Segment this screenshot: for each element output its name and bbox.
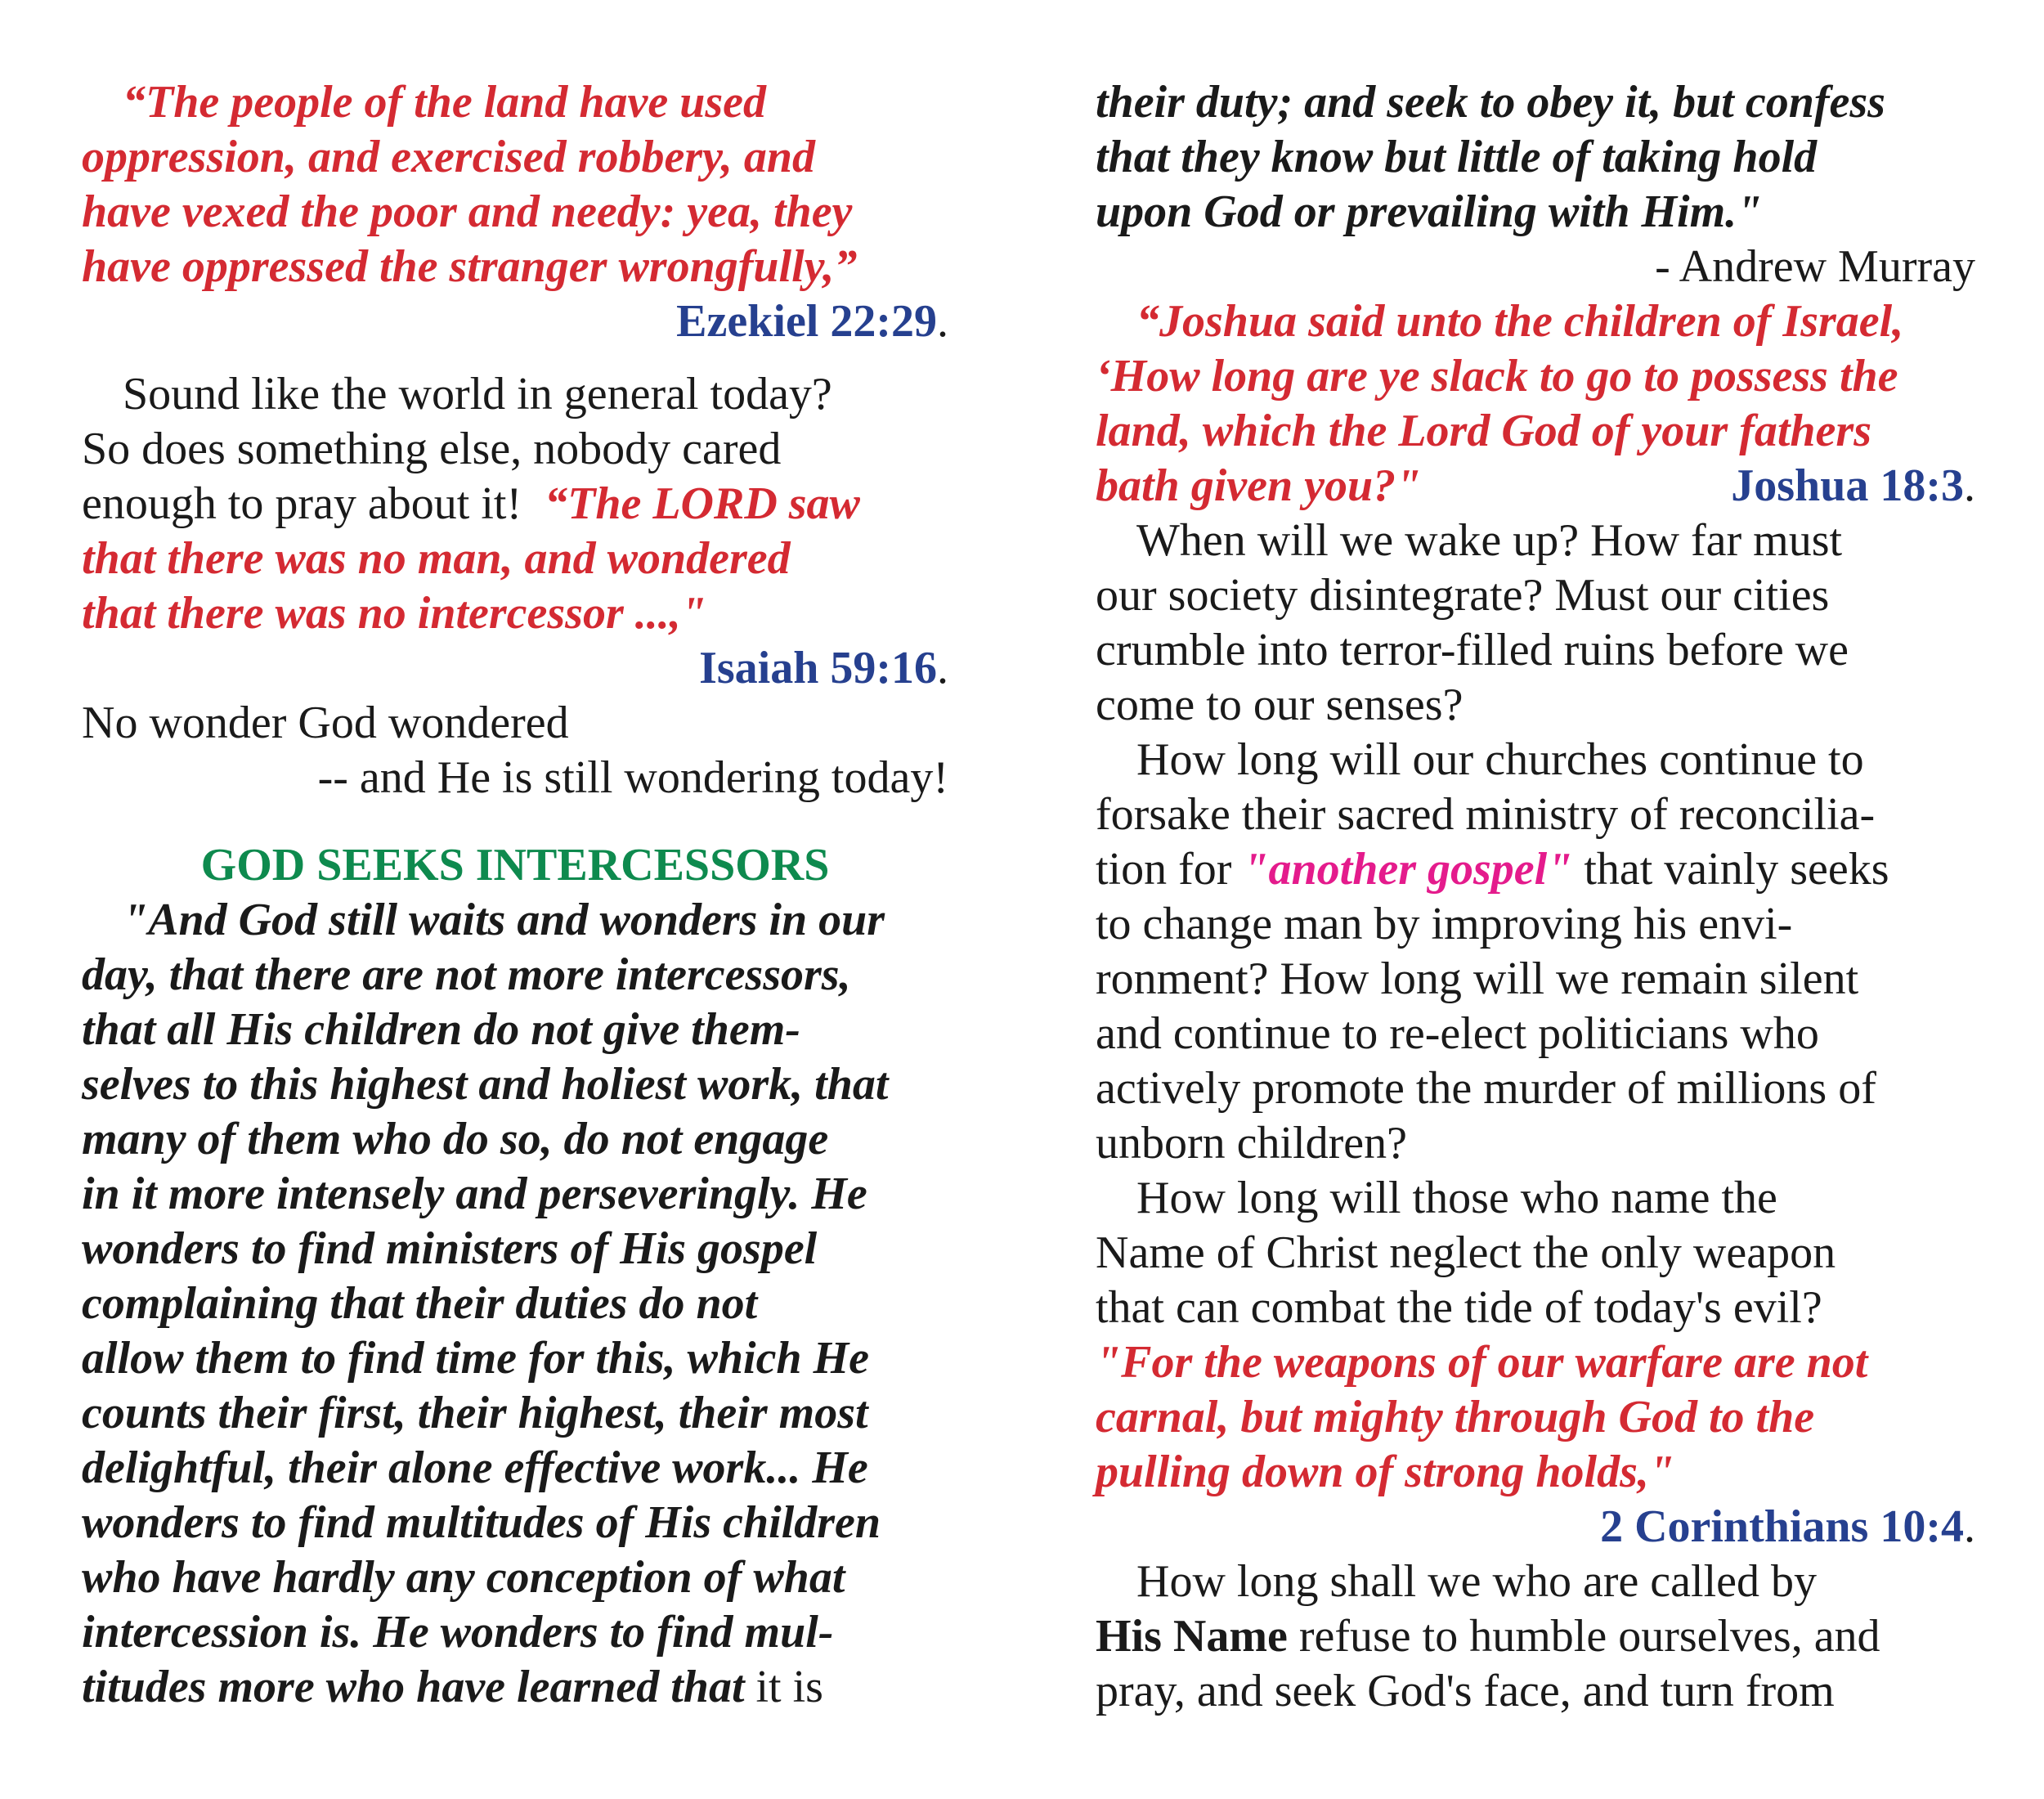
text-line: -- and He is still wondering today!: [317, 752, 948, 803]
quote-line: “Joshua said unto the children of Israel,: [1136, 296, 1904, 347]
right-column: [1096, 75, 1975, 1719]
text-line: crumble into terror-filled ruins before we: [1096, 625, 1849, 675]
paragraph-sound: [82, 367, 948, 641]
attribution: - Andrew Murray: [1655, 241, 1975, 292]
section-heading: GOD SEEKS INTERCESSORS: [200, 840, 830, 891]
text-line: ronment? How long will we remain silent: [1096, 953, 1859, 1004]
text-line: [1096, 842, 1975, 897]
text-line: come to our senses?: [1096, 680, 1464, 730]
paragraph-weapon: [1096, 1171, 1975, 1335]
paragraph-last: [1096, 1554, 1975, 1719]
his-name-emphasis: His Name: [1096, 1611, 1288, 1662]
text-line: [1096, 1609, 1975, 1664]
text-fragment: it is: [755, 1662, 823, 1712]
quote-line: carnal, but mighty through God to the: [1096, 1392, 1815, 1442]
quote-line: have oppressed the stranger wrongfully,”: [82, 241, 858, 292]
right-page: [1022, 0, 2044, 1799]
text-line: and continue to re-elect politicians who: [1096, 1008, 1819, 1059]
ezekiel-quote: [82, 75, 948, 294]
text-line: forsake their sacred ministry of reconcilia-: [1096, 789, 1876, 840]
quote-line: [1096, 459, 1975, 514]
text-line: unborn children?: [1096, 1118, 1407, 1169]
text-line: to change man by improving his envi-: [1096, 899, 1793, 949]
quote-line: that there was no man, and wondered: [82, 533, 791, 584]
text-line: that can combat the tide of today's evil?: [1096, 1282, 1822, 1333]
quote-line: wonders to find ministers of His gospel: [82, 1223, 818, 1274]
text-line: [82, 477, 948, 532]
corinthians-quote: [1096, 1335, 1975, 1500]
scripture-reference: 2 Corinthians 10:4.: [1600, 1501, 1975, 1552]
text-line: So does something else, nobody cared: [82, 424, 782, 474]
reference-text: 2 Corinthians 10:4: [1600, 1501, 1964, 1552]
isaiah-quote-start: “The LORD saw: [545, 478, 860, 529]
left-column: [82, 75, 948, 1715]
quote-line: who have hardly any conception of what: [82, 1552, 845, 1603]
text-line: When will we wake up? How far must: [1136, 515, 1843, 566]
quote-line: in it more intensely and perseveringly. He: [82, 1169, 867, 1219]
quote-line: that all His children do not give them-: [82, 1004, 800, 1055]
quote-line: ‘How long are ye slack to go to possess the: [1096, 351, 1898, 402]
text-line: actively promote the murder of millions of: [1096, 1063, 1876, 1114]
quote-line: day, that there are not more intercessors,: [82, 949, 851, 1000]
quote-line: that they know but little of taking hold: [1096, 132, 1818, 182]
quote-line: counts their first, their highest, their most: [82, 1388, 868, 1438]
text-line: Name of Christ neglect the only weapon: [1096, 1227, 1836, 1278]
text-line: How long will our churches continue to: [1136, 734, 1864, 785]
another-gospel-emphasis: "another gospel": [1243, 844, 1573, 895]
joshua-quote: [1096, 294, 1975, 514]
text-line: pray, and seek God's face, and turn from: [1096, 1666, 1835, 1716]
reference-text: Isaiah 59:16: [699, 643, 937, 693]
text-fragment: titudes more who have learned that: [82, 1662, 745, 1712]
text-line: How long will those who name the: [1136, 1173, 1777, 1223]
quote-line: complaining that their duties do not: [82, 1278, 758, 1329]
text-line: How long shall we who are called by: [1136, 1556, 1817, 1607]
text-fragment: that vainly seeks: [1584, 844, 1889, 895]
quote-line: wonders to find multitudes of His children: [82, 1497, 881, 1548]
murray-quote: [82, 893, 948, 1715]
quote-line: have vexed the poor and needy: yea, they: [82, 186, 853, 237]
quote-line: pulling down of strong holds,": [1096, 1447, 1674, 1497]
text-fragment: refuse to humble ourselves, and: [1298, 1611, 1880, 1662]
text-fragment: enough to pray about it!: [82, 478, 522, 529]
quote-line: “The people of the land have used: [123, 77, 767, 128]
quote-line: many of them who do so, do not engage: [82, 1114, 829, 1164]
quote-line: that there was no intercessor ...,": [82, 588, 706, 639]
text-line: No wonder God wondered: [82, 698, 569, 748]
text-fragment: bath given you?": [1096, 460, 1422, 511]
quote-line: "And God still waits and wonders in our: [123, 895, 885, 945]
quote-line: oppression, and exercised robbery, and: [82, 132, 816, 182]
paragraph-wake: [1096, 514, 1975, 733]
quote-line: intercession is. He wonders to find mul-: [82, 1607, 834, 1658]
quote-line: allow them to find time for this, which He: [82, 1333, 869, 1384]
quote-line: [82, 1660, 948, 1715]
quote-line: upon God or prevailing with Him.": [1096, 186, 1763, 237]
text-fragment: tion for: [1096, 844, 1232, 895]
text-line: our society disintegrate? Must our cities: [1096, 570, 1830, 621]
reference-text: Joshua 18:3: [1731, 460, 1964, 511]
reference-text: Ezekiel 22:29: [676, 296, 937, 347]
scripture-reference: Joshua 18:3.: [1731, 460, 1975, 511]
scripture-reference: Isaiah 59:16.: [699, 643, 948, 693]
quote-line: "For the weapons of our warfare are not: [1096, 1337, 1868, 1388]
text-line: Sound like the world in general today?: [123, 369, 832, 419]
spacer: [82, 349, 948, 367]
quote-line: selves to this highest and holiest work, that: [82, 1059, 889, 1110]
murray-quote-continued: [1096, 75, 1975, 240]
quote-line: land, which the Lord God of your fathers: [1096, 406, 1871, 456]
quote-line: their duty; and seek to obey it, but confess: [1096, 77, 1885, 128]
quote-line: delightful, their alone effective work... He: [82, 1442, 868, 1493]
spacer: [82, 805, 948, 838]
scripture-reference: Ezekiel 22:29.: [676, 296, 948, 347]
paragraph-churches: [1096, 733, 1975, 1171]
